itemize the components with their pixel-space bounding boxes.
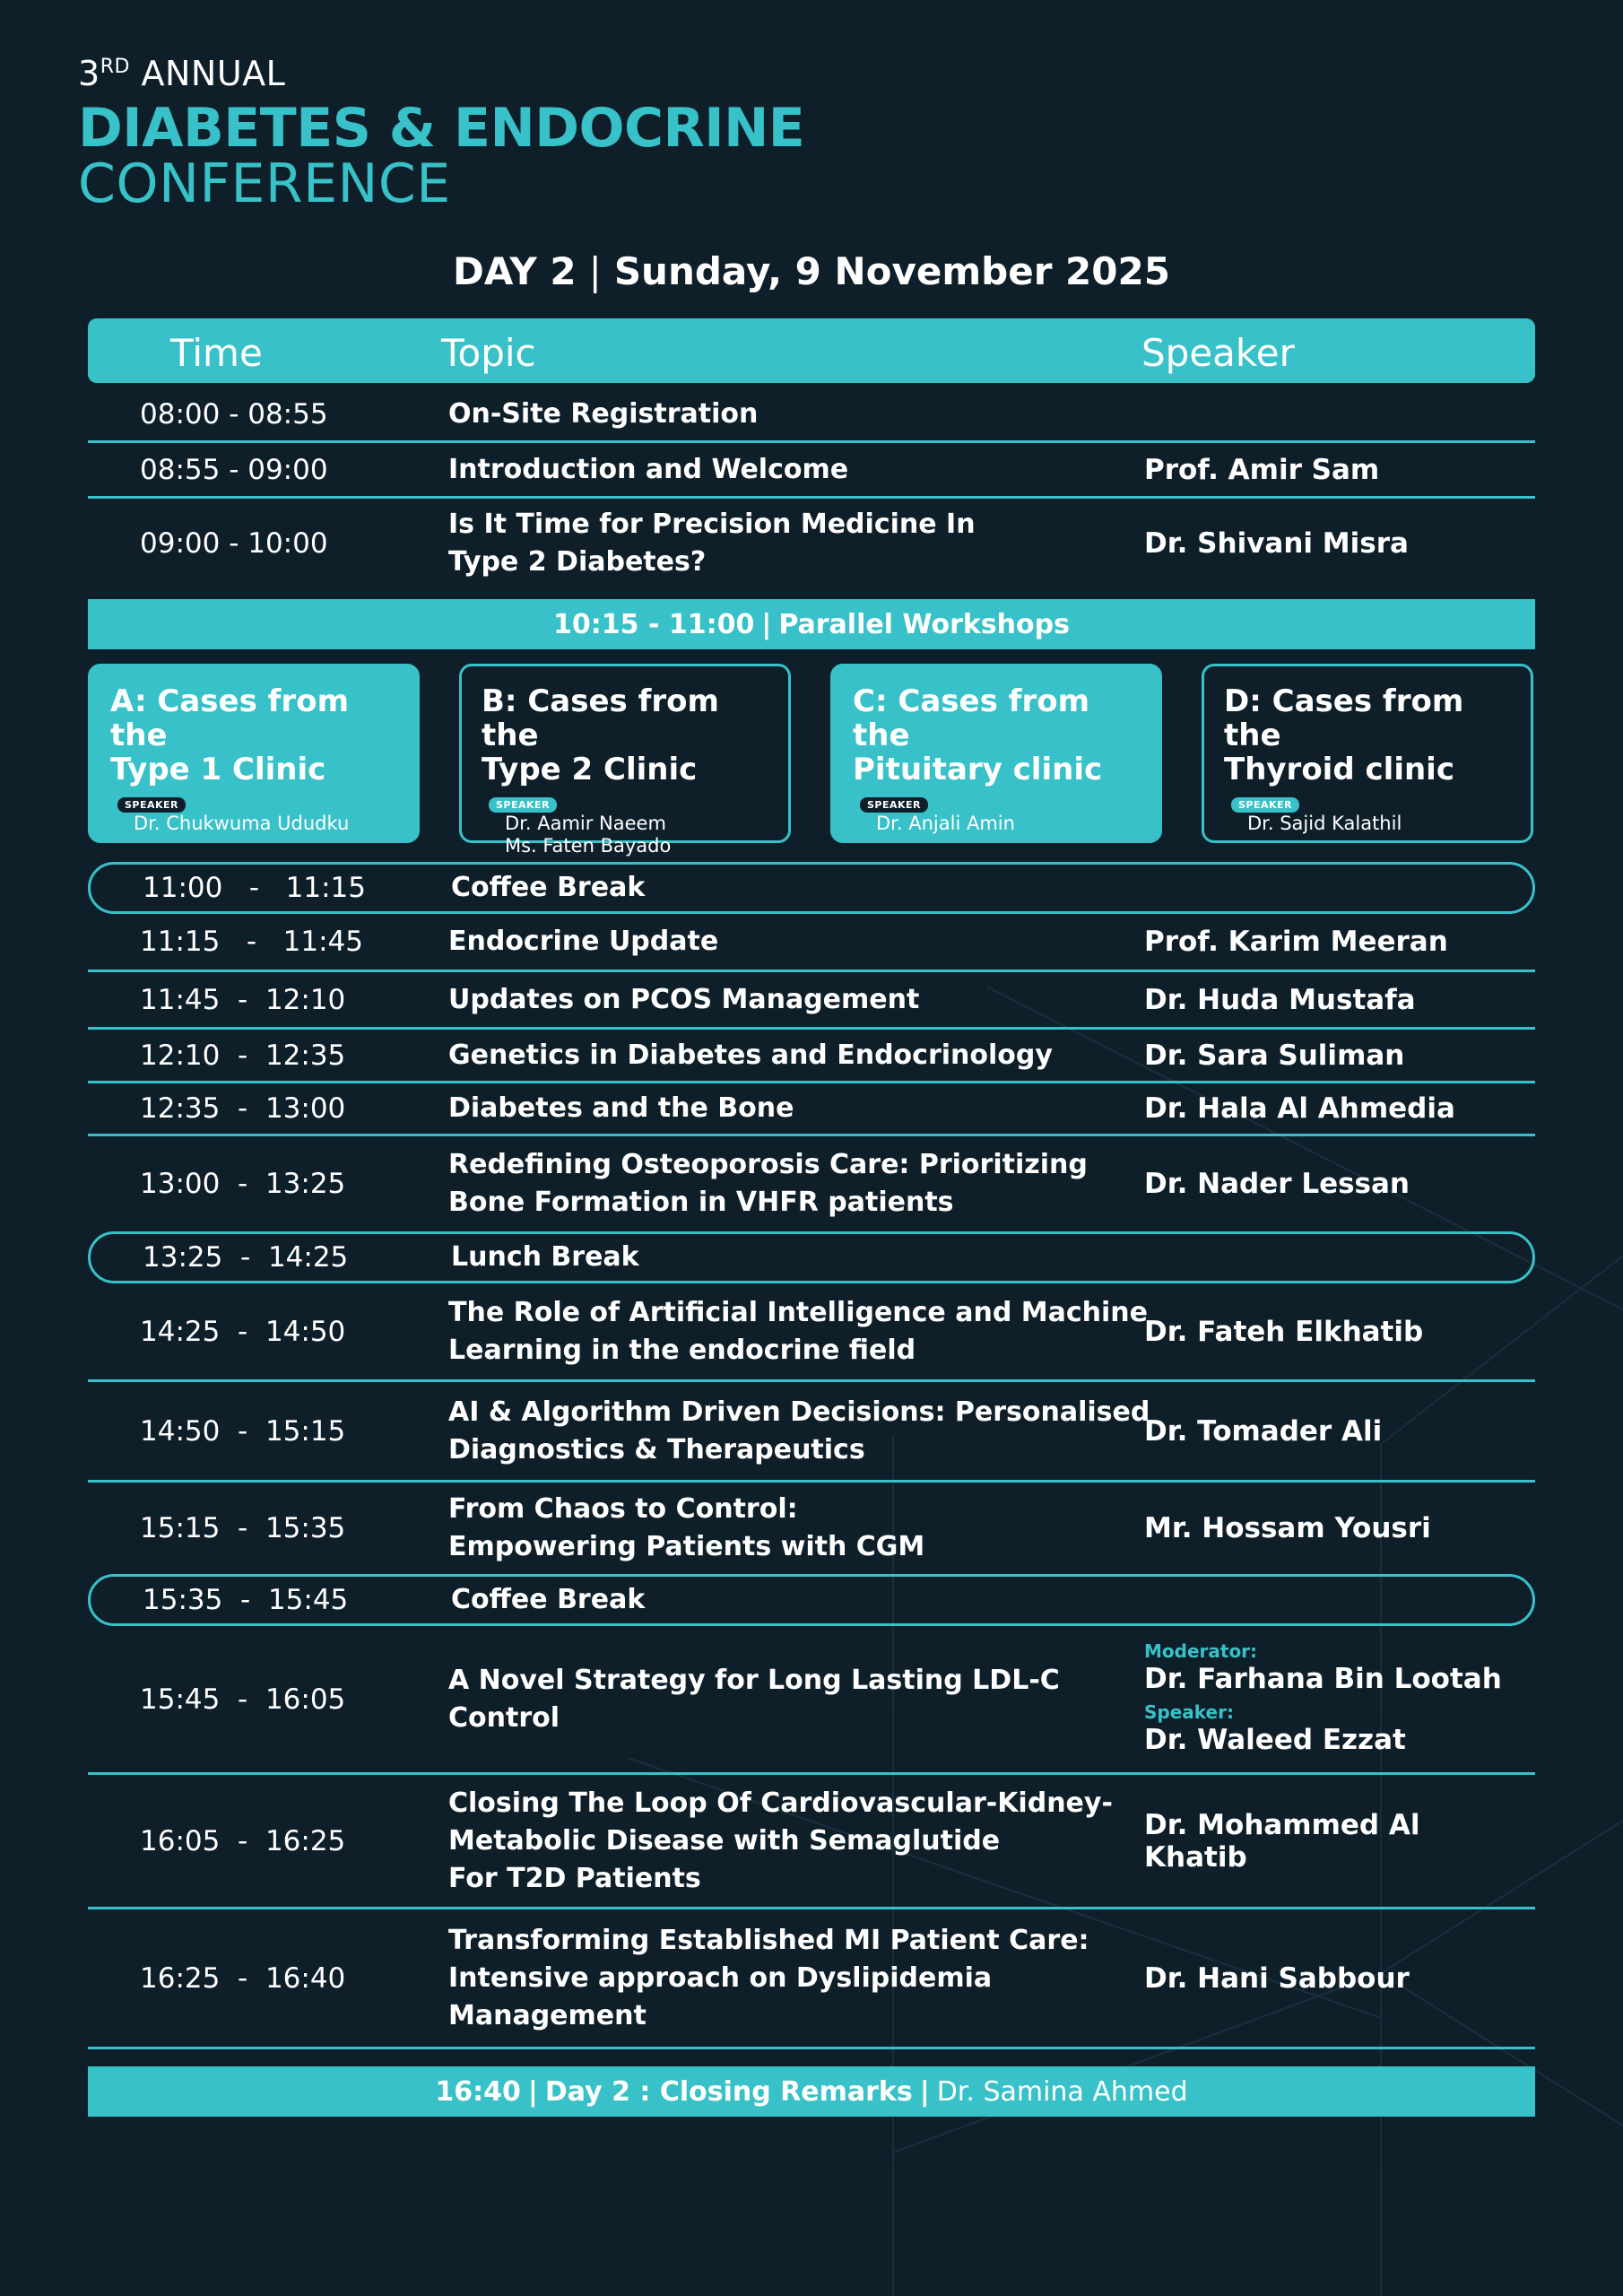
column-time: Time — [170, 331, 263, 375]
schedule-row — [88, 1909, 1535, 2049]
row-time: 11:00 - 11:15 — [143, 872, 366, 904]
row-topic: Updates on PCOS Management — [448, 983, 920, 1015]
schedule-table-header — [88, 318, 1535, 383]
workshop-speaker: Ms. Faten Bayado — [505, 835, 672, 857]
row-speaker: Dr. Mohammed Al Khatib — [1144, 1808, 1420, 1874]
schedule-row — [88, 972, 1535, 1030]
moderator-label: Moderator: — [1144, 1639, 1258, 1662]
row-speaker: Dr. Huda Mustafa — [1144, 983, 1416, 1016]
speaker-badge: SPEAKER — [489, 797, 557, 813]
row-speaker: Dr. Hani Sabbour — [1144, 1961, 1410, 1995]
break-row — [88, 1574, 1535, 1626]
row-time: 09:00 - 10:00 — [140, 527, 328, 560]
row-topic: Diabetes and the Bone — [448, 1092, 794, 1124]
row-topic: Introduction and Welcome — [448, 453, 849, 485]
closing-speaker: Dr. Samina Ahmed — [936, 2075, 1188, 2108]
row-time: 14:25 - 14:50 — [140, 1315, 346, 1348]
day-date: Sunday, 9 November 2025 — [613, 249, 1170, 293]
row-time: 13:25 - 14:25 — [143, 1241, 349, 1274]
closing-label: Day 2 : Closing Remarks — [544, 2075, 913, 2108]
row-topic: Coffee Break — [451, 1584, 646, 1615]
row-speaker: Prof. Karim Meeran — [1144, 926, 1448, 958]
workshop-speaker: Dr. Aamir Naeem — [505, 813, 666, 834]
schedule-row — [88, 387, 1535, 443]
row-speaker: Dr. Nader Lessan — [1144, 1168, 1410, 1200]
speaker-badge: SPEAKER — [1231, 797, 1299, 813]
workshops-band: 10:15 - 11:00 | Parallel Workshops — [88, 599, 1535, 649]
row-time: 12:10 - 12:35 — [140, 1039, 346, 1072]
workshop-speaker: Dr. Sajid Kalathil — [1247, 813, 1402, 834]
day-separator: | — [588, 249, 602, 293]
moderator-name: Dr. Farhana Bin Lootah — [1144, 1662, 1502, 1695]
conference-title-line1: DIABETES & ENDOCRINE — [78, 97, 805, 160]
speaker-label: Speaker: — [1144, 1700, 1234, 1723]
schedule-row — [88, 499, 1535, 588]
row-time: 08:55 - 09:00 — [140, 453, 328, 486]
schedule-row — [88, 914, 1535, 972]
row-speaker-group — [1144, 1626, 1530, 1772]
row-speaker: Dr. Sara Suliman — [1144, 1039, 1405, 1072]
row-speaker: Prof. Amir Sam — [1144, 453, 1380, 486]
speaker-badge: SPEAKER — [860, 797, 928, 813]
schedule-row — [88, 1030, 1535, 1083]
row-topic: Lunch Break — [451, 1241, 639, 1273]
workshop-card-b[interactable] — [459, 664, 791, 857]
row-time: 12:35 - 13:00 — [140, 1092, 346, 1125]
row-topic: The Role of Artificial Intelligence and Machine Learning in the endocrine field — [448, 1296, 1148, 1366]
row-time: 11:15 - 11:45 — [140, 926, 363, 958]
workshop-title: C: Cases from the Pituitary clinic — [853, 683, 1103, 787]
day-heading — [0, 249, 1623, 293]
row-time: 11:45 - 12:10 — [140, 983, 346, 1016]
row-topic: Genetics in Diabetes and Endocrinology — [448, 1039, 1053, 1071]
row-topic: Redefining Osteoporosis Care: Prioritizing Bone Formation in VHFR patients — [448, 1149, 1088, 1218]
row-topic: Coffee Break — [451, 872, 646, 903]
break-row — [88, 1231, 1535, 1283]
row-speaker: Dr. Tomader Ali — [1144, 1414, 1383, 1448]
row-topic: Is It Time for Precision Medicine In Type 2 Diabetes? — [448, 509, 976, 578]
row-speaker: Dr. Shivani Misra — [1144, 527, 1409, 560]
workshop-speaker: Dr. Chukwuma Ududku — [134, 813, 350, 834]
closing-band: 16:40 | Day 2 : Closing Remarks | Dr. Samina Ahmed — [88, 2066, 1535, 2117]
schedule-row — [88, 443, 1535, 499]
row-topic: On-Site Registration — [448, 397, 759, 430]
edition-label: 3RD ANNUAL — [78, 54, 286, 93]
schedule-row — [88, 1775, 1535, 1909]
column-speaker: Speaker — [1141, 331, 1295, 375]
row-topic: A Novel Strategy for Long Lasting LDL-C Control — [448, 1664, 1060, 1734]
row-speaker: Mr. Hossam Yousri — [1144, 1512, 1431, 1544]
speaker-name: Dr. Waleed Ezzat — [1144, 1723, 1406, 1756]
closing-time: 16:40 — [435, 2075, 521, 2108]
day-label: DAY 2 — [453, 249, 577, 293]
workshop-title: A: Cases from the Type 1 Clinic — [110, 683, 349, 787]
column-topic: Topic — [441, 331, 536, 375]
workshop-title: D: Cases from the Thyroid clinic — [1224, 683, 1464, 787]
workshops-label: Parallel Workshops — [778, 608, 1070, 640]
row-time: 15:35 - 15:45 — [143, 1584, 349, 1616]
workshop-card-c[interactable] — [830, 664, 1162, 843]
row-time: 14:50 - 15:15 — [140, 1414, 346, 1448]
row-time: 16:25 - 16:40 — [140, 1961, 346, 1995]
schedule-row — [88, 1626, 1535, 1775]
row-speaker: Dr. Hala Al Ahmedia — [1144, 1092, 1455, 1125]
row-time: 08:00 - 08:55 — [140, 397, 328, 430]
row-topic: AI & Algorithm Driven Decisions: Personalised Diagnostics & Therapeutics — [448, 1396, 1150, 1465]
workshop-speaker: Dr. Anjali Amin — [876, 813, 1015, 834]
schedule-row — [88, 1283, 1535, 1382]
conference-title-line2: CONFERENCE — [78, 152, 451, 215]
row-topic: From Chaos to Control: Empowering Patients with CGM — [448, 1493, 925, 1562]
row-time: 15:45 - 16:05 — [140, 1683, 346, 1716]
speaker-badge: SPEAKER — [117, 797, 186, 813]
workshop-card-d[interactable] — [1202, 664, 1533, 843]
row-topic: Closing The Loop Of Cardiovascular-Kidney- Metabolic Disease with Semaglutide For T2D Patients — [448, 1787, 1113, 1894]
row-topic: Endocrine Update — [448, 926, 719, 957]
row-time: 15:15 - 15:35 — [140, 1512, 346, 1544]
row-speaker: Dr. Fateh Elkhatib — [1144, 1315, 1424, 1348]
schedule-row — [88, 1382, 1535, 1483]
schedule-row — [88, 1083, 1535, 1136]
schedule-row — [88, 1136, 1535, 1231]
workshop-title: B: Cases from the Type 2 Clinic — [482, 683, 719, 787]
workshops-time: 10:15 - 11:00 — [553, 608, 755, 640]
break-row — [88, 862, 1535, 914]
row-topic: Transforming Established MI Patient Care: Intensive approach on Dyslipidemia Management — [448, 1924, 1089, 2031]
workshop-card-a[interactable] — [88, 664, 420, 843]
row-time: 16:05 - 16:25 — [140, 1824, 346, 1857]
schedule-row — [88, 1483, 1535, 1574]
row-speaker — [1144, 387, 1530, 440]
conference-header — [78, 54, 805, 215]
row-time: 13:00 - 13:25 — [140, 1168, 346, 1200]
